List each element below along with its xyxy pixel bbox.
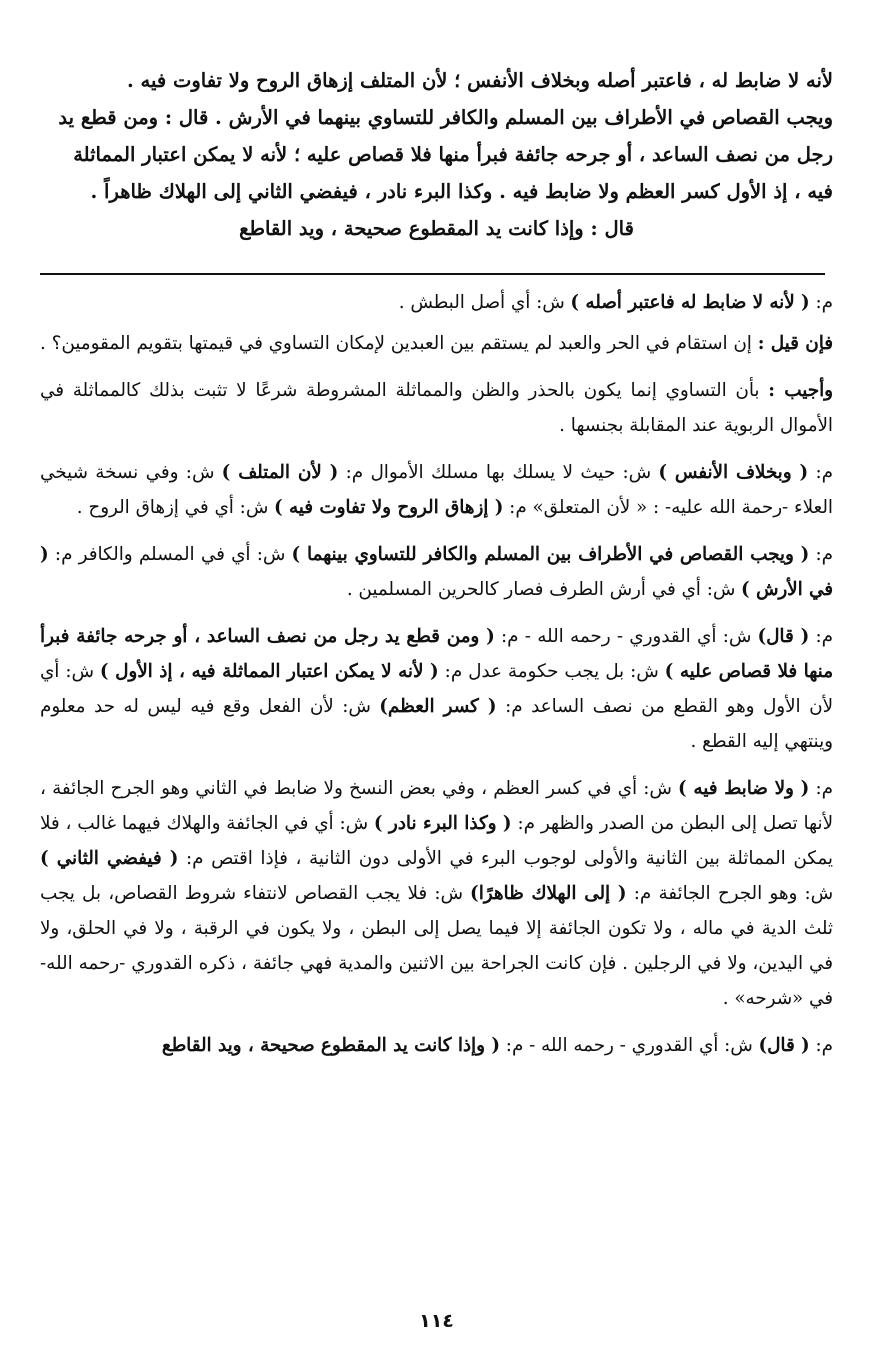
commentary-text: ش: أي في الجائفة والهلاك فيهما غالب ، فلا يمكن المماثلة بين الثانية والأولى لوجوب البرء في الأولى دون الثانية ، فإذا اقتص م: — [40, 813, 833, 869]
objection-lead: فإن قيل : — [757, 333, 833, 354]
commentary-text: ش: بل يجب حكومة عدل م: — [438, 661, 665, 682]
marker: م: — [809, 292, 833, 313]
matn-quote: ( وبخلاف الأنفس ) — [658, 462, 809, 483]
matn-quote: ( قال) — [758, 1035, 810, 1056]
matn-line: قال : وإذا كانت يد المقطوع صحيحة ، ويد القاطع — [239, 217, 634, 240]
commentary-text: ش: أي أصل البطش . — [398, 292, 571, 313]
sharh-paragraph — [40, 326, 833, 361]
commentary-text: ش: أي في إزهاق الروح . — [76, 497, 274, 518]
sharh-paragraph — [40, 373, 833, 443]
sharh-paragraph — [40, 455, 833, 525]
matn-quote: ( إزهاق الروح ولا تفاوت فيه ) — [273, 497, 504, 518]
matn-quote: ( قال) — [757, 626, 810, 647]
sharh-paragraph — [40, 619, 833, 759]
matn-quote: ( ولا ضابط فيه ) — [677, 778, 810, 799]
commentary-text: ش: أي في أرش الطرف فصار كالحرين المسلمين . — [346, 579, 741, 600]
sharh-paragraph — [40, 771, 833, 1016]
commentary-text: بأن التساوي إنما يكون بالحذر والظن والمماثلة المشروطة شرعًا لا تثبت بذلك كالمماثلة في الأموال الربوية عند المقابلة بجنسها . — [40, 380, 833, 436]
matn-quote: ( فيفضي الثاني ) — [40, 848, 179, 869]
commentary-text: ش: أي في كسر العظم ، وفي بعض النسخ ولا ضابط في الثاني وهو الجرح الجائفة ، لأنها تصل إلى البطن من الصدر والظهر م: — [40, 778, 833, 834]
book-page — [40, 62, 833, 1352]
commentary-text: ش: أي القدوري - رحمه الله - م: — [499, 1035, 759, 1056]
answer-lead: وأجيب : — [768, 380, 833, 401]
marker: م: — [809, 1035, 833, 1056]
marker: م: — [809, 626, 833, 647]
matn-quote: ( ومن قطع يد رجل من نصف الساعد ، أو جرحه جائفة فبرأ منها فلا قصاص عليه ) — [40, 626, 833, 682]
matn-quote: ( وإذا كانت يد المقطوع صحيحة ، ويد القاطع — [161, 1035, 500, 1056]
separator-rule — [40, 273, 825, 275]
sharh-paragraph — [40, 537, 833, 607]
matn-quote: ( في الأرش ) — [40, 544, 833, 600]
page-number: ١١٤ — [419, 1310, 454, 1332]
matn-quote: ( كسر العظم) — [379, 696, 497, 717]
commentary-text: ش: فلا يجب القصاص لانتفاء شروط القصاص، بل يجب ثلث الدية في ماله ، ولا تكون الجائفة إلا فيما يصل إلى البطن ، ولا يكون في الرقبة ، ولا في الحلق، ولا في اليدين، ولا في الرجلين . فإن كانت الجراحة بين الاثنين والمدية فهي جائفة ، ذكره القدوري -رحمه الله- في «شرحه» . — [40, 883, 833, 1009]
commentary-text: ش: وهو الجرح الجائفة م: — [626, 883, 833, 904]
matn-quote: ( لأن المتلف ) — [221, 462, 339, 483]
commentary-text: إن استقام في الحر والعبد لم يستقم بين العبدين لإمكان التساوي في قيمتها بتقويم المقومين؟ . — [40, 333, 758, 354]
matn-quote: ( ويجب القصاص في الأطراف بين المسلم والكافر للتساوي بينهما ) — [291, 544, 810, 565]
commentary-text: ش: أي في المسلم والكافر م: — [48, 544, 292, 565]
marker: م: — [808, 462, 833, 483]
matn-quote: ( إلى الهلاك ظاهرًا) — [470, 883, 627, 904]
sharh-paragraph — [40, 1028, 833, 1063]
matn-line: فيه ، إذ الأول كسر العظم ولا ضابط فيه . وكذا البرء نادر ، فيفضي الثاني إلى الهلاك ظاهراً . — [90, 180, 833, 203]
commentary-text: ش: أي لأن الأول وهو القطع من نصف الساعد م: — [40, 661, 833, 717]
commentary-text: ش: لأن الفعل وقع فيه ليس له حد معلوم وينتهي إليه القطع . — [40, 696, 833, 752]
commentary-text: ش: حيث لا يسلك بها مسلك الأموال م: — [338, 462, 659, 483]
matn-quote: ( وكذا البرء نادر ) — [373, 813, 512, 834]
commentary-text: ش: أي القدوري - رحمه الله - م: — [494, 626, 758, 647]
matn-line: ويجب القصاص في الأطراف بين المسلم والكافر للتساوي بينهما في الأرش . قال : ومن قطع يد — [58, 106, 833, 129]
matn-block — [40, 62, 833, 247]
matn-line: رجل من نصف الساعد ، أو جرحه جائفة فبرأ منها فلا قصاص عليه ؛ لأنه لا يمكن اعتبار المماثلة — [73, 143, 833, 166]
commentary-text: ش: وفي نسخة شيخي العلاء -رحمة الله عليه- : « لأن المتعلق» م: — [40, 462, 833, 518]
sharh-block — [40, 285, 833, 1063]
marker: م: — [809, 778, 833, 799]
sharh-paragraph — [40, 285, 833, 320]
matn-line: لأنه لا ضابط له ، فاعتبر أصله وبخلاف الأنفس ؛ لأن المتلف إزهاق الروح ولا تفاوت فيه . — [126, 69, 833, 92]
marker: م: — [809, 544, 834, 565]
matn-quote: ( لأنه لا ضابط له فاعتبر أصله ) — [570, 292, 810, 313]
matn-quote: ( لأنه لا يمكن اعتبار المماثلة فيه ، إذ الأول ) — [99, 661, 439, 682]
